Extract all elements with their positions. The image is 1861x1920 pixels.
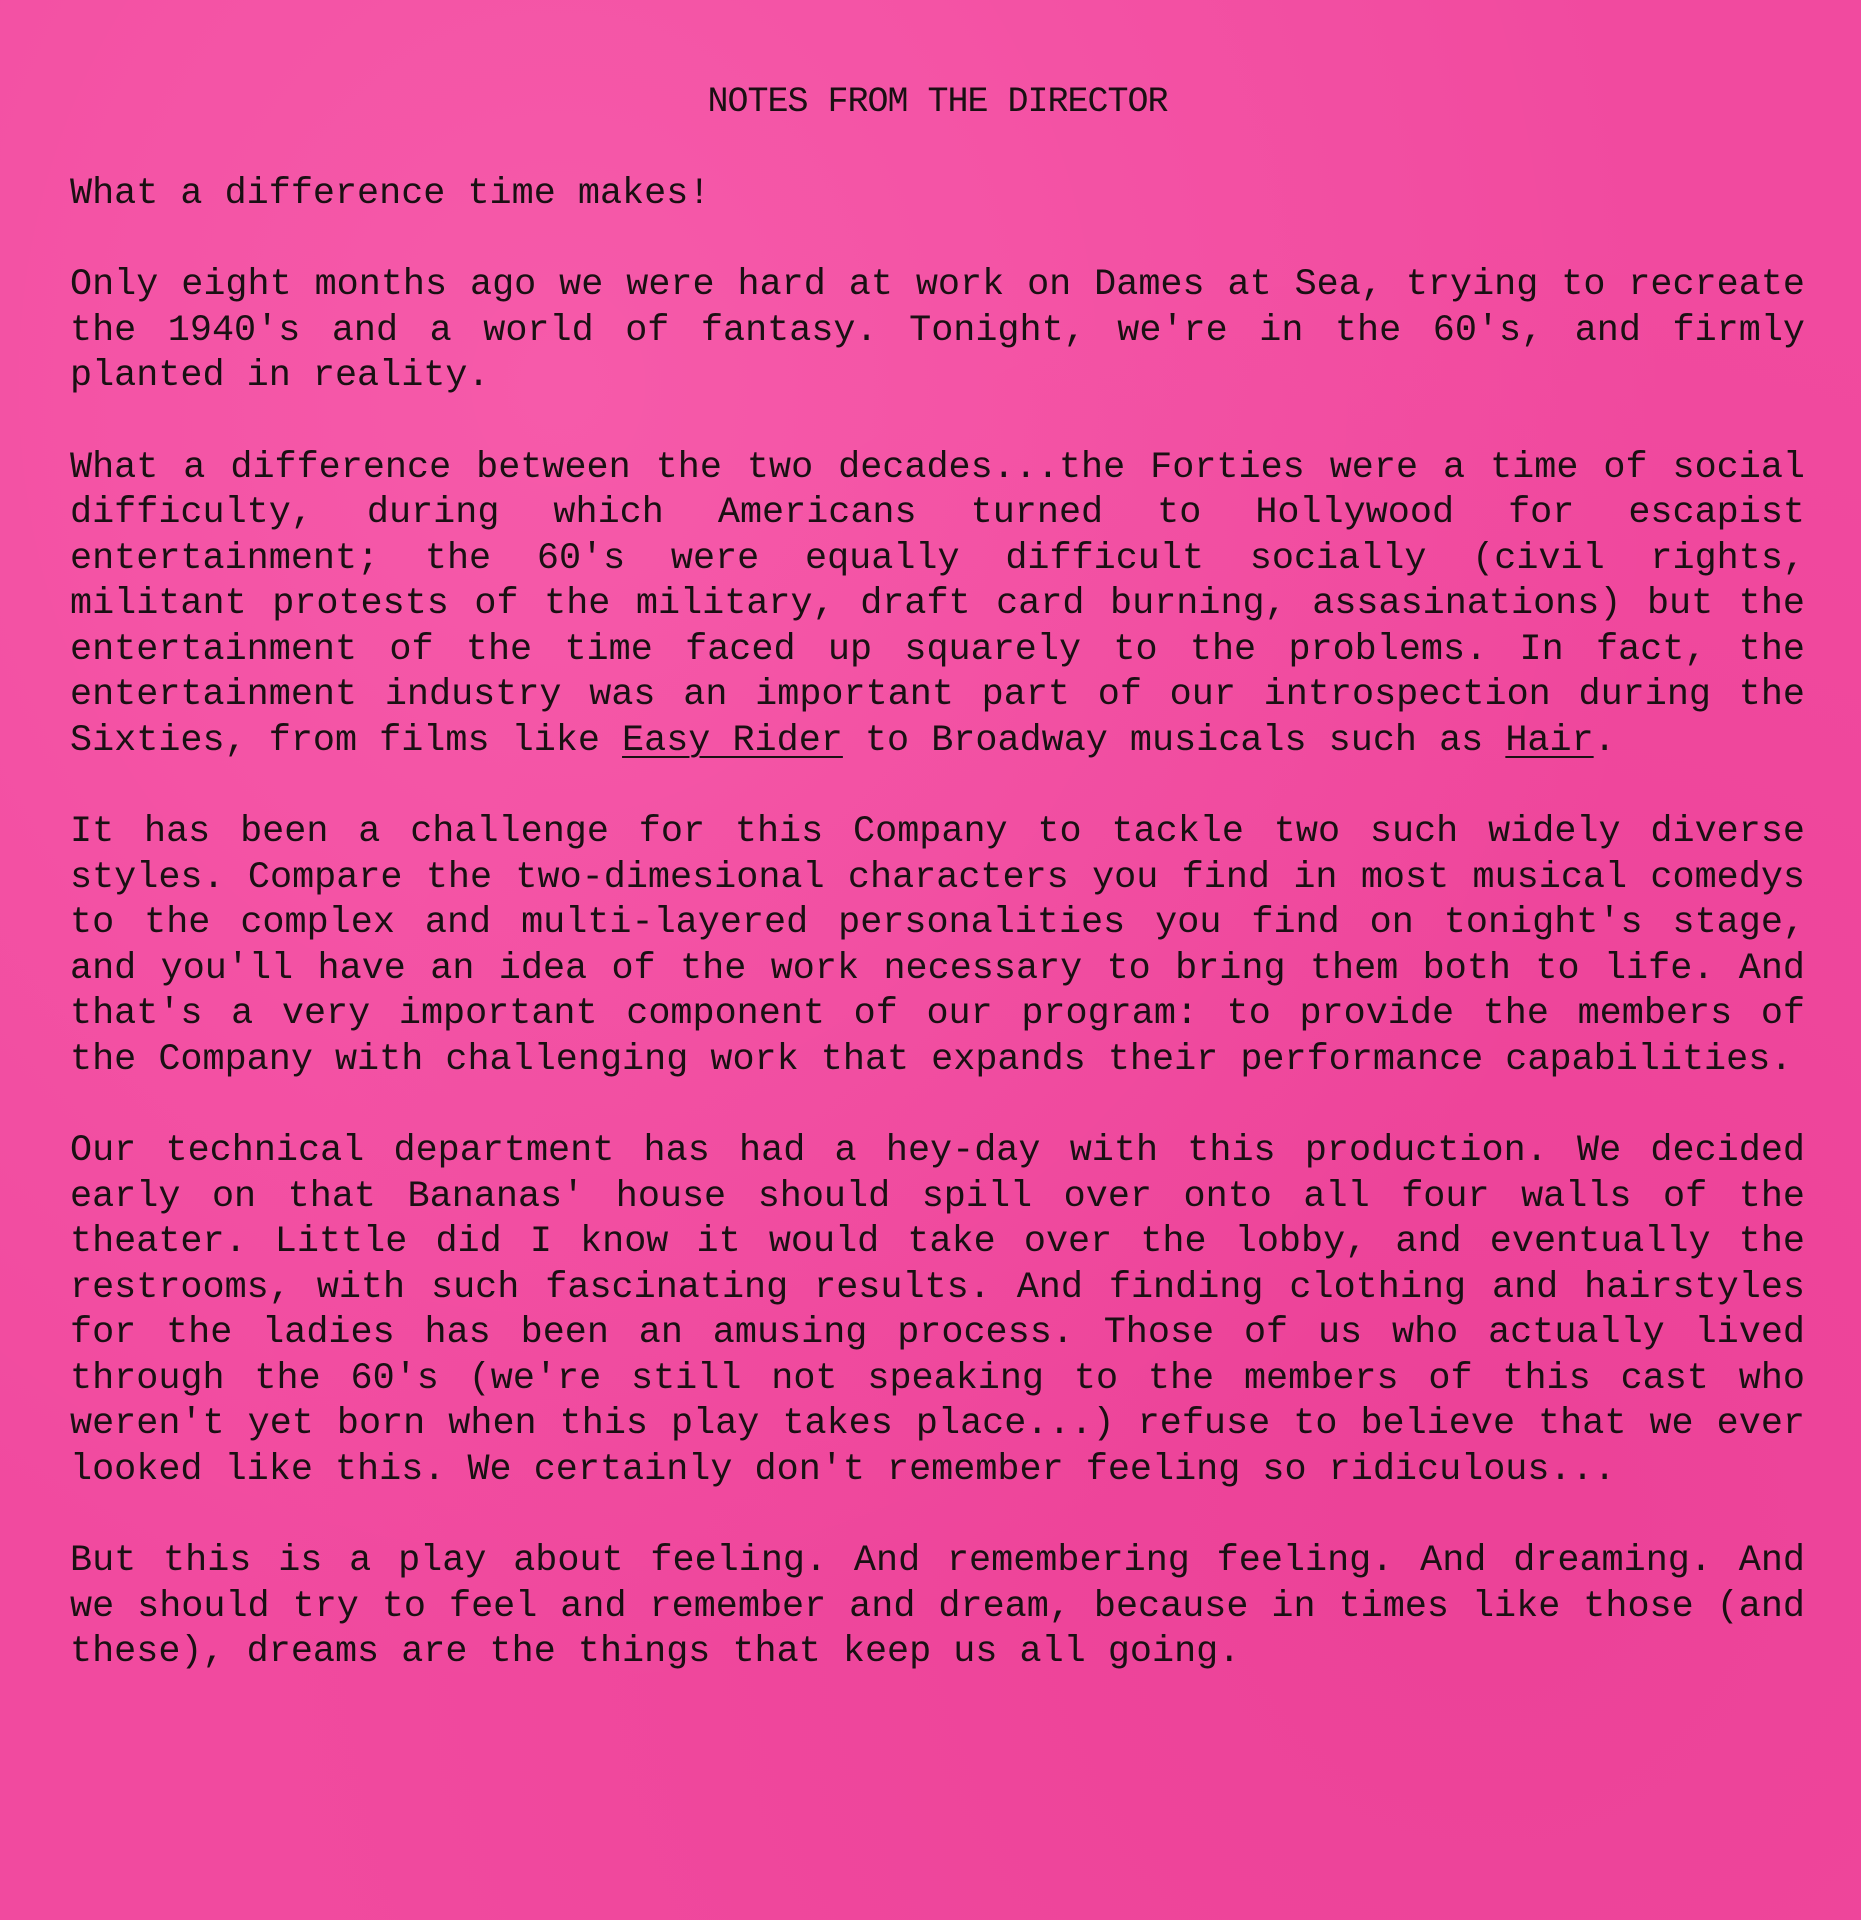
- paragraph-3: It has been a challenge for this Company to tackle two such widely diverse styles. Compare the two-dimesional characters you find in most musical comedys to the complex and multi-layered personalities you find on tonight's stage, and you'll have an idea of the work necessary to bring them both to life. And that's a very important component of our program: to provide the members of the Company with challenging work that expands their performance capabilities.: [70, 811, 1805, 1081]
- opening-line: What a difference time makes!: [70, 172, 711, 215]
- paragraph-4: Our technical department has had a hey-day with this production. We decided early on that Bananas' house should spill over onto all four walls of the theater. Little did I know it would take over the lobby, and eventually the restrooms, with such fascinating results. And finding clothing and hairstyles for the ladies has been an amusing process. Those of us who actually lived through the 60's (we're still not speaking to the members of this cast who weren't yet born when this play takes place...) refuse to believe that we ever looked like this. We certainly don't remember feeling so ridiculous...: [70, 1130, 1805, 1491]
- paragraph-2-text-middle: to Broadway musicals such as: [842, 719, 1506, 762]
- paragraph-2-text-before: What a difference between the two decades...the Forties were a time of social difficulty, during which Americans turned to Hollywood for escapist entertainment; the 60's were equally difficult socially (civil rights, militant protests of the military, draft card burning, assasinations) but the entertainment of the time faced up squarely to the problems. In fact, the entertainment industry was an important part of our introspection during the Sixties, from films like: [70, 446, 1805, 762]
- film-title-easy-rider: Easy Rider: [622, 719, 843, 762]
- paragraph-5: But this is a play about feeling. And remembering feeling. And dreaming. And we should try to feel and remember and dream, because in times like those (and these), dreams are the things that keep us all going.: [70, 1540, 1805, 1673]
- paragraph-2: [70, 446, 1805, 765]
- director-notes: [70, 80, 1805, 1722]
- musical-title-hair: Hair: [1505, 719, 1594, 762]
- paragraph-1: Only eight months ago we were hard at work on Dames at Sea, trying to recreate the 1940's and a world of fantasy. Tonight, we're in the 60's, and firmly planted in reality.: [70, 264, 1805, 397]
- paragraph-2-text-after: .: [1593, 719, 1616, 762]
- page-title: NOTES FROM THE DIRECTOR: [707, 82, 1168, 122]
